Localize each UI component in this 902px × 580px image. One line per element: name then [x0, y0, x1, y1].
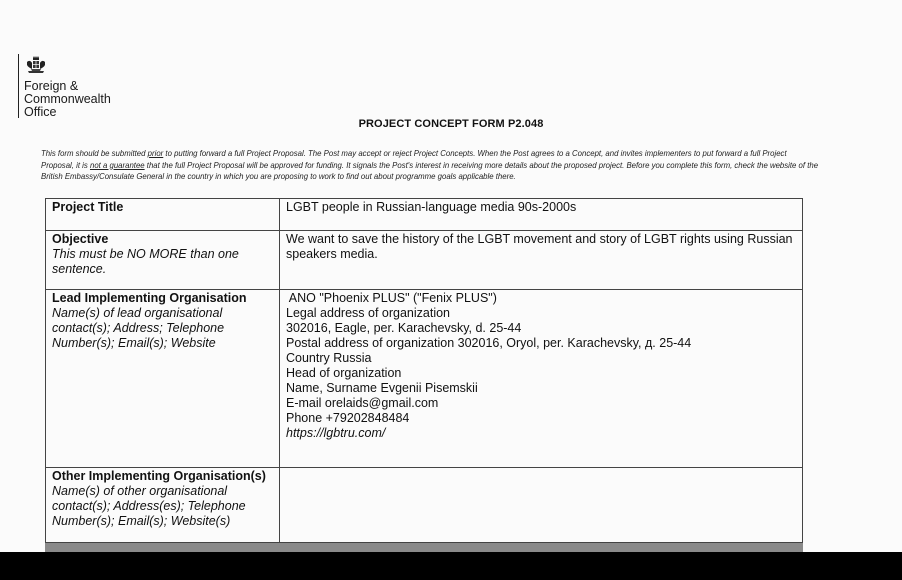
form-row-project-title [46, 199, 803, 231]
form-row-other-organisation [46, 468, 803, 543]
lead-org-line: Head of organization [286, 366, 402, 380]
lead-org-label: Lead Implementing Organisation [52, 291, 247, 305]
other-org-field[interactable] [280, 468, 803, 543]
org-name-line: Office [24, 105, 57, 119]
form-label-cell [46, 290, 280, 468]
org-name-line: Commonwealth [24, 92, 111, 106]
form-label-cell [46, 468, 280, 543]
objective-field[interactable] [280, 231, 803, 290]
royal-crest-icon [25, 56, 47, 76]
form-title: PROJECT CONCEPT FORM P2.048 [358, 118, 544, 130]
lead-org-phone: Phone +79202848484 [286, 411, 410, 425]
concept-form-table [45, 198, 803, 543]
intro-text: that the full Project Proposal will be approved for funding. It signals the Post's interest in receiving more details about the proposed project. Before you complete this form, check the website of the British Embassy/Consulate General in the country in which you are proposing to work to find out about programme goals applicable there. [41, 159, 819, 181]
project-title-value: LGBT people in Russian-language media 90s-2000s [286, 200, 577, 214]
lead-org-instruction: Name(s) of lead organisational contact(s); Address; Telephone Number(s); Email(s); Website [52, 306, 225, 350]
intro-underlined-not-guarantee: not a guarantee [89, 159, 145, 170]
intro-underlined-prior: prior [147, 148, 164, 158]
objective-value: We want to save the history of the LGBT movement and story of LGBT rights using Russian speakers media. [286, 232, 793, 261]
lead-org-line: 302016, Eagle, per. Karachevsky, d. 25-44 [286, 321, 522, 335]
bottom-black-bar [0, 552, 902, 580]
lead-org-field[interactable] [280, 290, 803, 468]
form-row-objective [46, 231, 803, 290]
form-row-lead-organisation [46, 290, 803, 468]
objective-label: Objective [52, 232, 109, 246]
form-label-cell [46, 199, 280, 231]
lead-org-email: E-mail orelaids@gmail.com [286, 396, 439, 410]
organisation-name [24, 80, 111, 119]
intro-paragraph [41, 148, 821, 183]
next-section-header-band [45, 543, 803, 552]
lead-org-line: Name, Surname Evgenii Pisemskii [286, 381, 478, 395]
lead-org-line: ANO "Phoenix PLUS" ("Fenix PLUS") [286, 291, 497, 305]
lead-org-website-link[interactable]: https://lgbtru.com/ [286, 426, 386, 440]
form-label-cell [46, 231, 280, 290]
org-name-line: Foreign & [24, 79, 79, 93]
intro-text: to putting forward a full Project Proposal. The Post may accept or reject Project Concepts. When the Post agrees to a Concept, and invites implementers to put forward a full Project Proposal, it is [41, 148, 787, 170]
lead-org-line: Country Russia [286, 351, 372, 365]
lead-org-line: Postal address of organization 302016, Oryol, per. Karachevsky, д. 25-44 [286, 336, 692, 350]
lead-org-line: Legal address of organization [286, 306, 451, 320]
other-org-label: Other Implementing Organisation(s) [52, 469, 266, 483]
project-title-field[interactable] [280, 199, 803, 231]
project-title-label: Project Title [52, 200, 124, 214]
intro-text: This form should be submitted [41, 148, 148, 158]
objective-instruction: This must be NO MORE than one sentence. [52, 247, 239, 276]
other-org-instruction: Name(s) of other organisational contact(s); Address(es); Telephone Number(s); Email(s); Website(s) [52, 484, 246, 528]
logo-rule [18, 54, 19, 118]
